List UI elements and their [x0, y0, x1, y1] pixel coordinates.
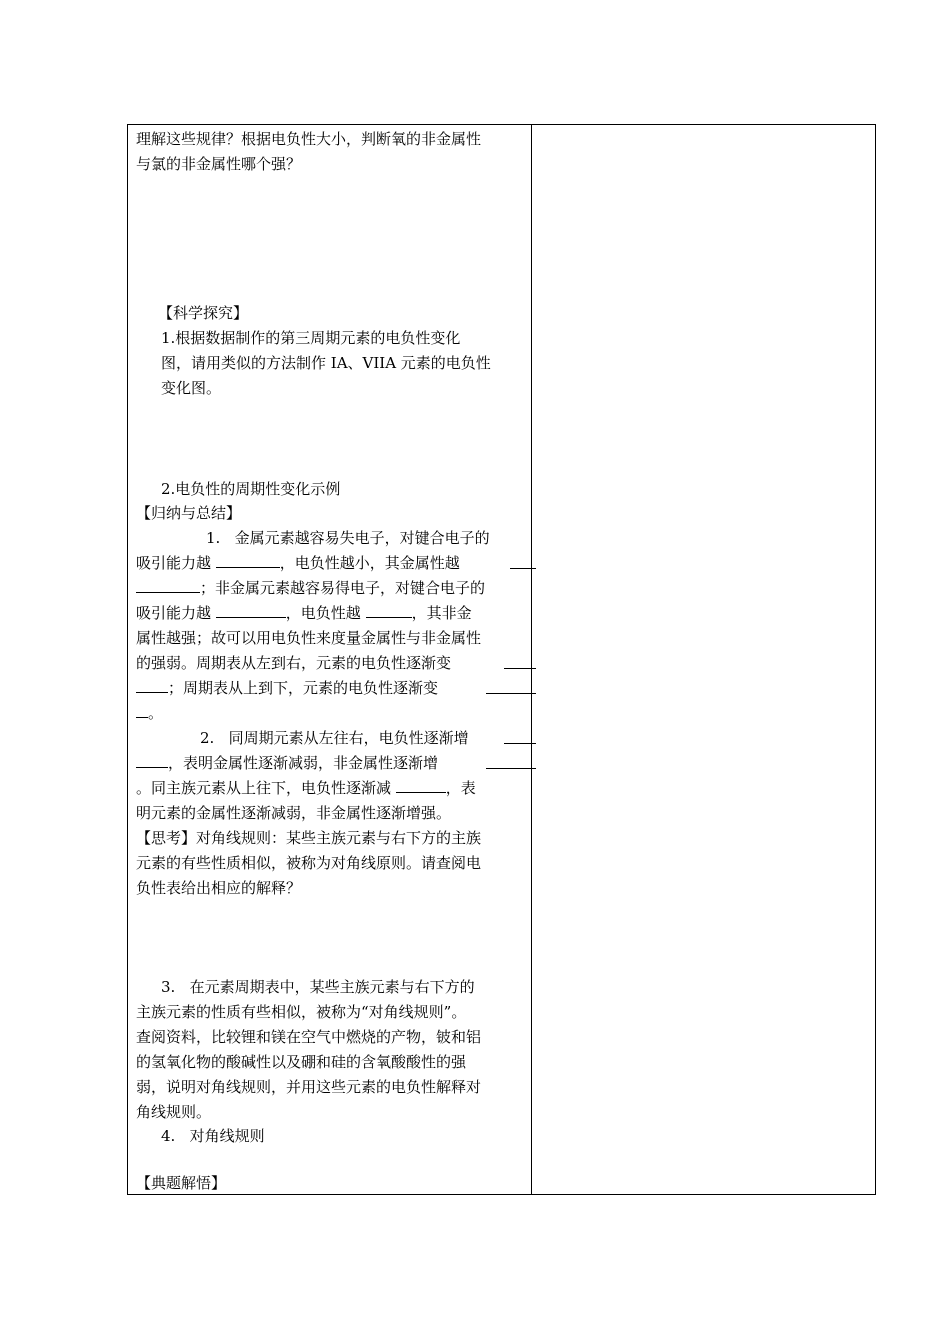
- summary-line: 吸引能力越 ，电负性越小，其金属性越: [136, 554, 460, 572]
- summary-line: 的强弱。周期表从左到右，元素的电负性逐渐变: [136, 654, 452, 672]
- think-line: 负性表给出相应的解释？: [136, 879, 302, 897]
- think-line: 元素的有些性质相似，被称为对角线原则。请查阅电: [136, 854, 482, 872]
- question-line: 与氯的非金属性哪个强？: [136, 155, 302, 173]
- summary-line: 1. 金属元素越容易失电子，对键合电子的: [206, 529, 490, 547]
- fill-blank[interactable]: [216, 603, 286, 618]
- item3-line: 3. 在元素周期表中，某些主族元素与右下方的: [161, 978, 475, 996]
- summary-line: ，表明金属性逐渐减弱，非金属性逐渐增: [136, 753, 438, 773]
- fill-blank[interactable]: [216, 553, 280, 568]
- summary-line: 明元素的金属性逐渐减弱，非金属性逐渐增强。: [136, 804, 452, 822]
- item3-line: 角线规则。: [136, 1103, 212, 1121]
- question-line: 理解这些规律？根据电负性大小，判断氧的非金属性: [136, 130, 482, 148]
- fill-blank[interactable]: [486, 768, 536, 769]
- fill-blank[interactable]: [136, 678, 168, 693]
- fill-blank[interactable]: [396, 778, 446, 793]
- inquiry-item2: 2.电负性的周期性变化示例: [161, 480, 341, 498]
- right-column: [532, 125, 875, 1194]
- fill-blank[interactable]: [486, 693, 536, 694]
- item4: 4. 对角线规则: [161, 1127, 265, 1145]
- fill-blank[interactable]: [136, 578, 200, 593]
- fill-blank[interactable]: [366, 603, 412, 618]
- item3-line: 查阅资料，比较锂和镁在空气中燃烧的产物，铍和铝: [136, 1028, 482, 1046]
- inquiry-item1-line: 1.根据数据制作的第三周期元素的电负性变化: [161, 329, 461, 347]
- item3-line: 的氢氧化物的酸碱性以及硼和硅的含氧酸酸性的强: [136, 1053, 467, 1071]
- fill-blank[interactable]: [136, 703, 148, 718]
- summary-line: 。同主族元素从上往下，电负性逐渐减 ，表: [136, 779, 476, 797]
- item3-line: 弱，说明对角线规则，并用这些元素的电负性解释对: [136, 1078, 482, 1096]
- content-table: [127, 124, 876, 1195]
- inquiry-item1-line: 变化图。: [161, 379, 222, 397]
- summary-line: 属性越强；故可以用电负性来度量金属性与非金属性: [136, 629, 482, 647]
- think-line: 【思考】对角线规则：某些主族元素与右下方的主族: [136, 829, 482, 847]
- science-inquiry-heading: 【科学探究】: [158, 304, 249, 322]
- summary-heading: 【归纳与总结】: [136, 504, 242, 522]
- typical-heading: 【典题解悟】: [136, 1174, 227, 1192]
- summary-line: ；周期表从上到下，元素的电负性逐渐变: [136, 678, 438, 698]
- summary-line: ；非金属元素越容易得电子，对键合电子的: [136, 578, 485, 598]
- fill-blank[interactable]: [136, 753, 168, 768]
- summary-line: 吸引能力越 ，电负性越 ，其非金: [136, 604, 472, 622]
- summary-line: 。: [136, 703, 163, 723]
- item3-line: 主族元素的性质有些相似，被称为“对角线规则”。: [136, 1003, 467, 1021]
- summary-line: 2. 同周期元素从左往右，电负性逐渐增: [200, 729, 469, 747]
- inquiry-item1-line: 图，请用类似的方法制作 IA、VIIA 元素的电负性: [161, 354, 491, 372]
